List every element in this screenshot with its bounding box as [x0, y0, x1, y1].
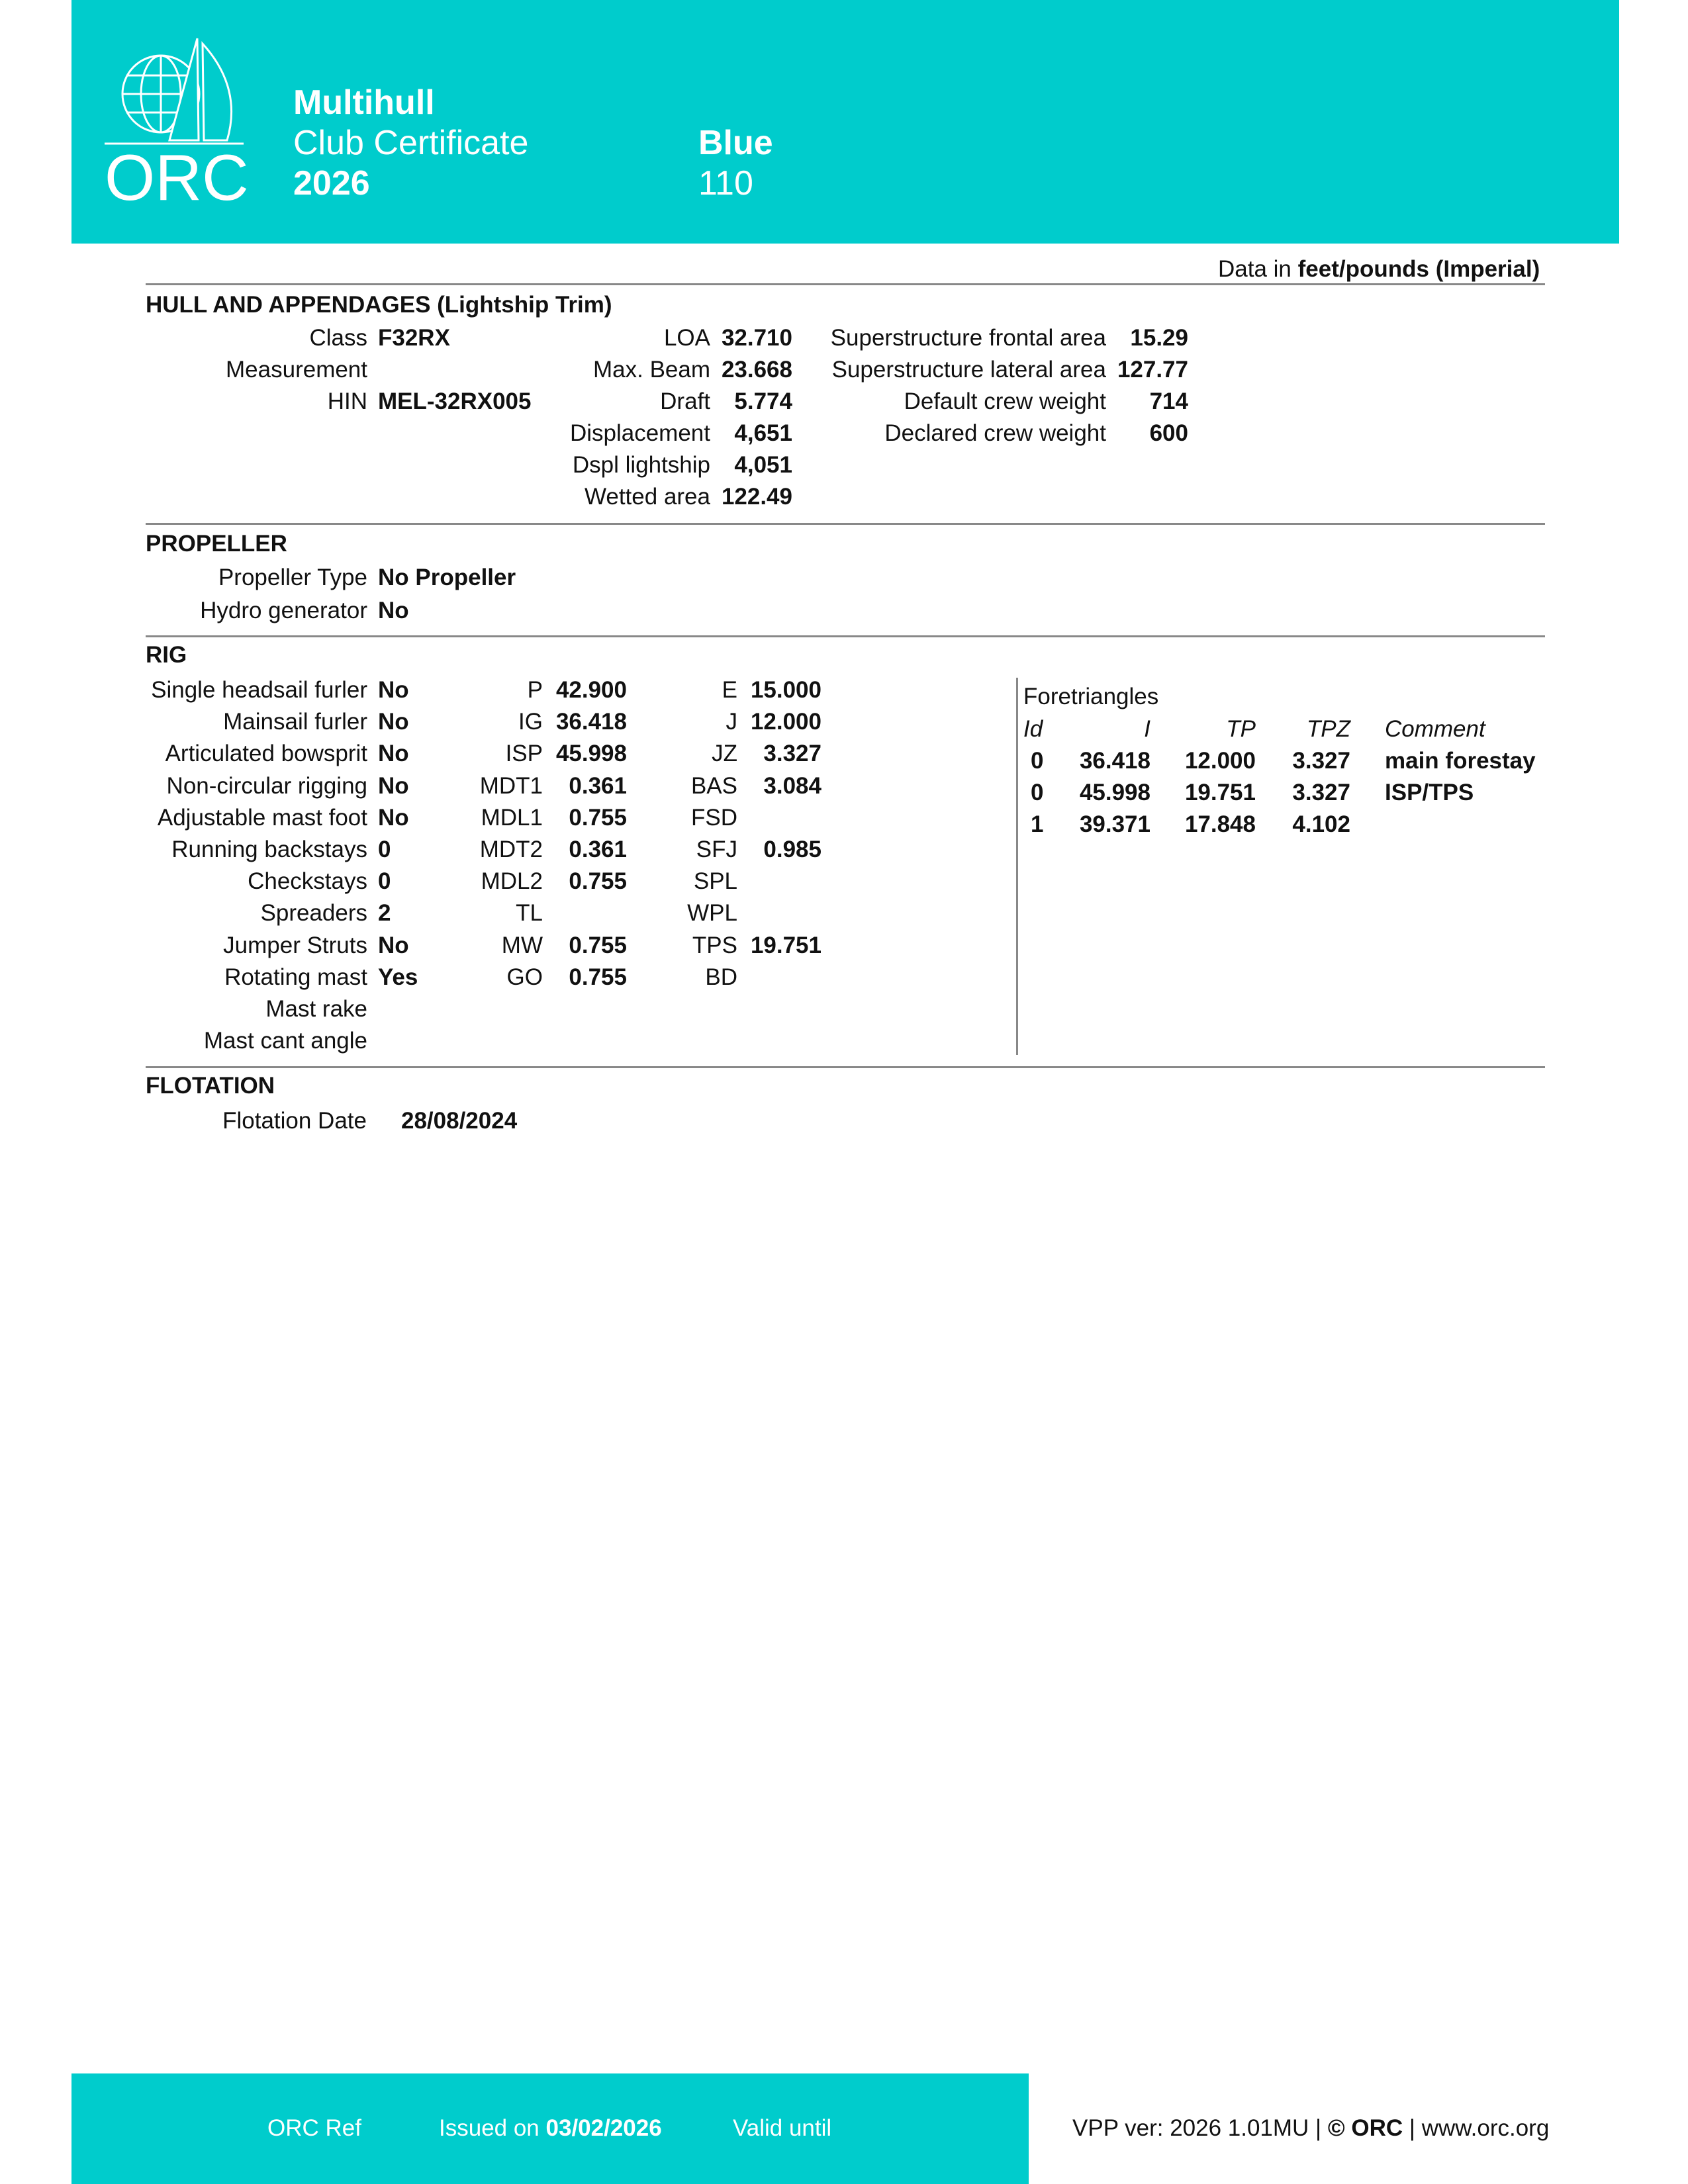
field-label: Jumper Struts: [223, 932, 367, 958]
field-value: 4,651: [734, 420, 792, 446]
field-value: 4,051: [734, 452, 792, 478]
field-value: 3.327: [763, 741, 821, 767]
section-title-propeller: PROPELLER: [146, 531, 287, 557]
field-label: Superstructure lateral area: [831, 357, 1106, 383]
website-link: | www.orc.org: [1409, 2115, 1550, 2141]
field-label: ISP: [505, 741, 543, 767]
divider: [146, 523, 1545, 525]
field-label: HIN: [327, 388, 367, 414]
field-value: 714: [1149, 388, 1188, 414]
table-header: TP: [1226, 716, 1256, 742]
vpp-version: VPP ver: 2026 1.01MU | © ORC | www.orc.org: [1072, 2115, 1550, 2141]
field-value: F32RX: [378, 325, 450, 351]
field-label: Running backstays: [171, 837, 367, 862]
field-label: MDT1: [479, 772, 543, 799]
orc-ref: ORC Ref: [267, 2115, 361, 2141]
table-cell: 3.327: [1292, 780, 1350, 805]
field-label: P: [527, 677, 543, 703]
field-value: 19.751: [750, 932, 821, 958]
divider: [146, 635, 1545, 637]
field-label: Declared crew weight: [884, 420, 1106, 446]
field-value: 0.985: [763, 837, 821, 862]
field-value: 122.49: [721, 484, 792, 510]
field-value: 15.29: [1130, 325, 1188, 351]
certificate-type: Multihull: [293, 83, 435, 122]
certificate-footer: [71, 2073, 1029, 2184]
field-label: JZ: [712, 741, 737, 767]
field-value: No: [378, 741, 409, 767]
field-label: Superstructure frontal area: [830, 325, 1106, 351]
field-value: 0.755: [569, 964, 627, 990]
field-label: Rotating mast: [224, 964, 367, 990]
field-label: E: [722, 677, 737, 703]
field-label: MW: [501, 932, 543, 958]
field-value: 23.668: [721, 357, 792, 383]
field-value: No Propeller: [378, 565, 516, 590]
field-value: No: [378, 709, 409, 735]
table-cell: 0: [1031, 780, 1044, 805]
field-value: 42.900: [555, 677, 627, 703]
orc-logo-icon: [105, 34, 254, 206]
field-label: MDL2: [481, 868, 543, 895]
field-label: FSD: [691, 804, 737, 831]
field-label: Displacement: [569, 420, 710, 446]
field-label: Propeller Type: [218, 565, 367, 590]
field-value: 45.998: [555, 741, 627, 767]
field-value: 15.000: [750, 677, 821, 703]
boat-name: Blue: [698, 124, 773, 162]
field-value: 32.710: [721, 325, 792, 351]
field-value: 0.361: [569, 772, 627, 799]
field-label: GO: [506, 964, 543, 990]
field-label: Measurement: [226, 357, 367, 383]
issued-on: Issued on 03/02/2026: [439, 2115, 662, 2141]
field-label: BD: [705, 964, 737, 990]
table-header: TPZ: [1306, 716, 1350, 742]
table-cell: 0: [1031, 748, 1044, 774]
field-label: LOA: [663, 325, 710, 351]
section-title-rig: RIG: [146, 642, 187, 668]
field-label: Flotation Date: [222, 1108, 367, 1134]
field-value: Yes: [378, 964, 418, 990]
table-cell: 36.418: [1079, 748, 1150, 774]
field-label: Default crew weight: [904, 388, 1106, 414]
field-value: 0.755: [569, 804, 627, 831]
field-label: SPL: [693, 868, 737, 895]
field-label: Spreaders: [260, 900, 367, 927]
field-value: No: [378, 804, 409, 831]
field-label: Articulated bowsprit: [165, 741, 367, 767]
table-cell: 19.751: [1184, 780, 1256, 805]
svg-text:ORC: ORC: [105, 141, 249, 206]
field-label: Draft: [660, 388, 710, 414]
table-cell: 45.998: [1079, 780, 1150, 805]
table-cell: 39.371: [1079, 811, 1150, 837]
field-value: 0: [378, 868, 391, 895]
field-label: Single headsail furler: [151, 677, 367, 703]
field-value: 600: [1149, 420, 1188, 446]
field-label: Checkstays: [248, 868, 367, 895]
field-value: 12.000: [750, 709, 821, 735]
field-label: TL: [516, 900, 543, 927]
field-label: Hydro generator: [200, 598, 367, 623]
copyright: © ORC: [1327, 2115, 1403, 2141]
foretriangles-title: Foretriangles: [1023, 684, 1159, 709]
field-label: BAS: [690, 772, 737, 799]
field-label: Class: [309, 325, 367, 351]
certificate-year: 2026: [293, 164, 370, 203]
table-cell: ISP/TPS: [1385, 780, 1474, 805]
field-label: MDT2: [479, 837, 543, 862]
sail-number: 110: [698, 164, 753, 203]
units-note: Data in feet/pounds (Imperial): [1218, 256, 1540, 282]
field-label: Non-circular rigging: [166, 772, 367, 799]
field-value: 0: [378, 837, 391, 862]
field-value: 28/08/2024: [401, 1108, 518, 1134]
table-cell: 12.000: [1184, 748, 1256, 774]
field-value: 0.361: [569, 837, 627, 862]
column-divider: [1016, 678, 1018, 1055]
field-label: SFJ: [696, 837, 737, 862]
table-cell: 1: [1031, 811, 1044, 837]
field-label: TPS: [692, 932, 737, 958]
field-value: No: [378, 772, 409, 799]
field-label: J: [726, 709, 737, 735]
table-cell: 17.848: [1184, 811, 1256, 837]
field-value: 5.774: [734, 388, 792, 414]
field-label: Adjustable mast foot: [157, 804, 367, 831]
field-value: 0.755: [569, 868, 627, 895]
certificate-kind: Club Certificate: [293, 124, 529, 162]
field-value: No: [378, 598, 409, 623]
section-title-flotation: FLOTATION: [146, 1073, 275, 1099]
field-value: MEL-32RX005: [378, 388, 532, 414]
table-header: Id: [1023, 716, 1043, 742]
table-cell: main forestay: [1385, 748, 1536, 774]
field-value: 127.77: [1117, 357, 1188, 383]
table-header: Comment: [1385, 716, 1485, 742]
table-cell: 4.102: [1292, 811, 1350, 837]
field-label: MDL1: [481, 804, 543, 831]
divider: [146, 283, 1545, 285]
field-label: Wetted area: [584, 484, 710, 510]
field-label: Mast rake: [265, 996, 367, 1022]
table-header: I: [1144, 716, 1150, 742]
field-label: IG: [518, 709, 543, 735]
certificate-header: [71, 0, 1619, 244]
field-value: 3.084: [763, 772, 821, 799]
field-value: No: [378, 932, 409, 958]
field-label: Dspl lightship: [572, 452, 710, 478]
section-title-hull: HULL AND APPENDAGES (Lightship Trim): [146, 292, 612, 318]
field-value: 2: [378, 900, 391, 927]
valid-until: Valid until: [733, 2115, 832, 2141]
field-label: Max. Beam: [593, 357, 710, 383]
field-label: Mainsail furler: [223, 709, 367, 735]
field-value: 0.755: [569, 932, 627, 958]
divider: [146, 1066, 1545, 1068]
field-label: WPL: [687, 900, 737, 927]
field-value: No: [378, 677, 409, 703]
table-cell: 3.327: [1292, 748, 1350, 774]
field-value: 36.418: [555, 709, 627, 735]
field-label: Mast cant angle: [203, 1028, 367, 1054]
